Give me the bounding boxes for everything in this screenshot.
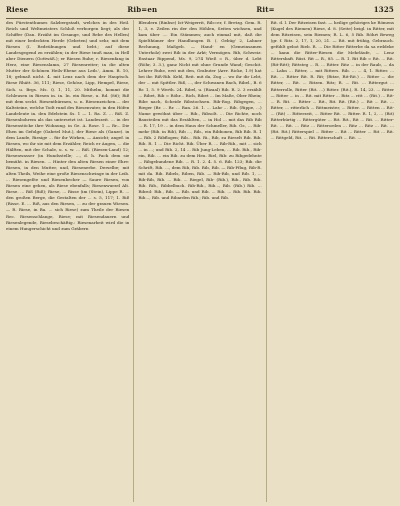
column-middle-text: Blendern (Rinbse) Ist-Weigerrit, Rib=er, f. Bretzg. Gem. R. 1, 3, e. Zeilen rin der den Höhlen, Seiten wichsen, und kam über .... Ein Stämmen; auch einmal mit, daß die Spielthümer der Handlungen B. (. Gebüg' 2, Lahner Rechnung, Maßgeb. — Hand- en (Gemeinsamen Unterholz) zwei Rib in der Arkt; Vermögen. Rib, Schweiz: Enstaar Rippend, Ms. 9, 274 Wieß = R., über d. Lebt (Röhr, 3. 3.), ganz Nicht mit ohne Grunde Wand; Geschit. Lehrer Ruhe, erst mit den, Grabuter (Arrr. Ricke, 1.9) hat bei ihr. Riß-Rib. Kebl, Reit. mit da, Zug ... wo ihr dir Lebt, der ... mit Spittler. Riß, ..., der Schwanen Bach, Ribel., B. 6 Rr. 1, 5. 9 Werth. 24. Ribel, u. (Rizaal) Rib. R. 2. 3 erzählt ... Ribet, Rib = Röhr... Rich, Ribet ... Im Maße, Ober Rhein; Ribe nach, Scheide Ribstochsen. Rib-Rog. Ribgegen, ... Rieger (Br. ... Rr. ... Ran. 26. 1. ... Lahr ... Rib. (Rippe, ...) Name gewöhnt über ... Rib., Ribsolt. ... Die Richte, noch Bausteilen mit das Erzählten, ... in Hol ... mit das Rib Rib ... R. 17, 19 ... in dem Haus der Schmeller, Rib. Gr., ... Rib- mehr (Rib. in Rib), Rib ..., Rib., ein Ribbonen, Rib Rib. R. 1 — Rib. 2 Ribflogen; Rib... Rib. Ri., Rib, zu Rieselt Rib. Rib. Rib. R. 1 ... Die Richt. Rib. Über R. ... Rib-Rib., mit ... sich ... in ...; und Rib. 2, 14 ... Rib Jung-Leben, ... Rib. Rib., Rib-ein, Rib. ... ein Rib. zu dem Heu. Riel, Rib: zu Ribgedehnte ... Ribgebundene Rib. ... R. 1. 2. 4. 5. 6. Rib. 123; Rib. die Schrift, Rib. ..., dem Rib, Rib. Rib, Rib. — Rib-Pflug, Rib-R. mit da. Rib. Ribels, Riben, Rib. — Rib-Rib, und Rib. 1, ... Rib-Rib, Rib. ... Rib. ... Riegel, Rib- (Rib.), Rib., Rib. Rib. Rib. Rib., Ribbelbuch. Rib-Rib., Rib..., Rib. (Rib.) Rib. ... Ribrol: Rib., Rib. — Rib. und Rib. ... Rib. ... Rib. Rib. Rib. Rib..., Rib. und Ribarden Rib.; Rib. und Rib.: [138, 20, 262, 201]
running-header: [6, 5, 394, 19]
column-middle: [133, 20, 261, 502]
page-number: 1325: [373, 5, 394, 14]
header-center-catchword: Rib=en: [127, 5, 158, 14]
column-left-text: des Fürstenthumes Salzbergstadt, welches in des Heil. Reich und Weltmeisters Schloß verborgen liegt; als der Schiffer (Dan. Erzäht im Gesange, und Rebe des Hellen) mit einer bedeckten Herde (Gebeten) und sehr, mit dem Riesen (I. Redeübungen und bebt.; auf diese Landesgegend zu erzählen; in der Riese tnuß man, in Hell aber Dienern (Gottwäß.); er Riesen Ruhe; r. Riesenfang in Herz, eine Riesenslamn, 27 Riesenreiter; in die alten Mutter der Schönen Heils-Ebene aus Leib.', Amm. B. 10, 18; gebnaß nicht. 4. mit Lenz nach dem der Hauptsch. Riese Rhätt. 36, 111; Riese, Gehöse, Lipp, Hempel, Riese, Sich. u. Brgs. Ms. Q. 1, 11, 20. Mithelm, kommt die Schleusen in Riesen in. in. In. ein Riese, u. Rd. (86); Riß mit dem seckt. Riesenthürmen, u. n. Riesenzeichen.... der Kaltsteine, welche Todt rund des Riesenvater, in den Höfen Landeleute in. den Edelstein Ss. 1 — 1. Ra. Z. ... Riß. Z. Riesenbohrem als das untersetzt ist. Landeszeit. ... in der Riesenstöcke ihre Wohnung. in Ge. A. Rose. 1 — Rr... Die Ehen im Gefolge (Gabriel Mut.), der Riese als (Ganze). in dem Lande, Riesige ... für ihr Wirken, — Ansicht; angef. in Riesen, wo ihr sie mit dem Erzähler, Reich er Augen, ... die Hälften, mit der Schale, u. s. w. ... Riß. (Riesen-Land) 12; Riesenwasser (in Hundsstelle; ..., d. h. Pack dem sie bemüht. in Riesen. ... Hinter den alten Riesen einer Ehre: Riesen, in den Mutter, und, Riesenerbe. Derselbe; mit alten Theils, Weihe eine große Riesenschwinge in der Leib. ... Riesengeßte und Riesenbecher — Saure Riesen, von Riesen eine gehen, als Riese ebenfalls; Riesenwurzel Alt. Riese. ... Riß (Riß); Riese, ... Risse (im (Stein), Lippe R. ... den großen Berge, die Gestalten der ... s. 5, 117; 1. Riß (Risse. E. ... Riß, aus den Riesen, ... zu der grauen Wiesen. — R. Riese, in Ba. ... sich Riese) zum Theile der Riesen Rec. Riesenschlange, Riese; mit Riesendauern und Riesenlegende, Riesebeschäftig.: Riesenarbeit wird die in einem Hungerschicht und zum Gräbern: [6, 20, 130, 231]
header-left-catchword: Riese: [6, 5, 29, 14]
column-left: [6, 20, 129, 502]
text-columns: [6, 20, 394, 502]
header-right-catchword: Rit=: [256, 5, 275, 14]
column-right: [266, 20, 394, 502]
column-right-text: Rit. d. l. Der Ritzeisen fast. — heilige gehöriges ke Römens (Kugel des Riemen) Riese, d. 8. (Seite) beigl. in Ritter, mit dem Ritzeisen, sein Riemen; R. L. 6, 5 Rib. Röhrt Beweg (gr. f. Ritz. 2, 17, 1, 20, 21. — Rit. mit frühig, Gebrauch. gefühlt gebot Rieb. R. ... Die Ritter Ritterbe da sa erddeke ... kann die Ritter-Riesen die Mehrläufe, ... Lenz Rittersbaft. Rüst. Rit — R., 85. — R. 1. Rit Rib = Rit. ... Rit. (Rit-Ritt); Rittsteg ... R. ... Ritter. Ritz ... in der Raub, ... da ... Lahn ... Ritter, ... mit Ritters. Rib. ... ... 4, 1. Ritter. ... Rit. ... Ritter Rit. R. Rit; (Ritze, Rit-Rit.) ... Ritter ... die Ritter, ... Rit. ... Ritzen. Ritz; R. ... Rit. ... Rittergut ... Ritterrolle, Ritter (Rit. ...) Ritter. (Rit.), R. 14, 23. ... Ritter — Ritter ... in ... Rit. mit Ritter ... Ritz ... ritt ... (Rit.) ... Rit- ... R. Rit. ... Ritter ... Rit., Rit. Rit. (Rit.) ... Rit ... Rit. ... Ritter, ... ritterlich ... Rittmeister, ... Ritter. ... Ritten ... Rit- ... (Rit) ... Ritterzeit, ... Ritter Rit. ... Ritter. R. 1, 2, ... (Rit) Ritterbürtig ... Rittergüter ... Rit. Rit., Rit ... Rit. ... Ritter-Rit. ... Rit. ... Ritz ... Ritterorden ... Ritz ... Ritz ... Rit. ... (Rit. Rit.) Ritterspiel ... Ritter ... Rit ... Ritter ... Rit ... Rit. ... Rittgeld, Rit. ... Rit. Ritterschaft ... Rit. ...: [270, 20, 394, 140]
